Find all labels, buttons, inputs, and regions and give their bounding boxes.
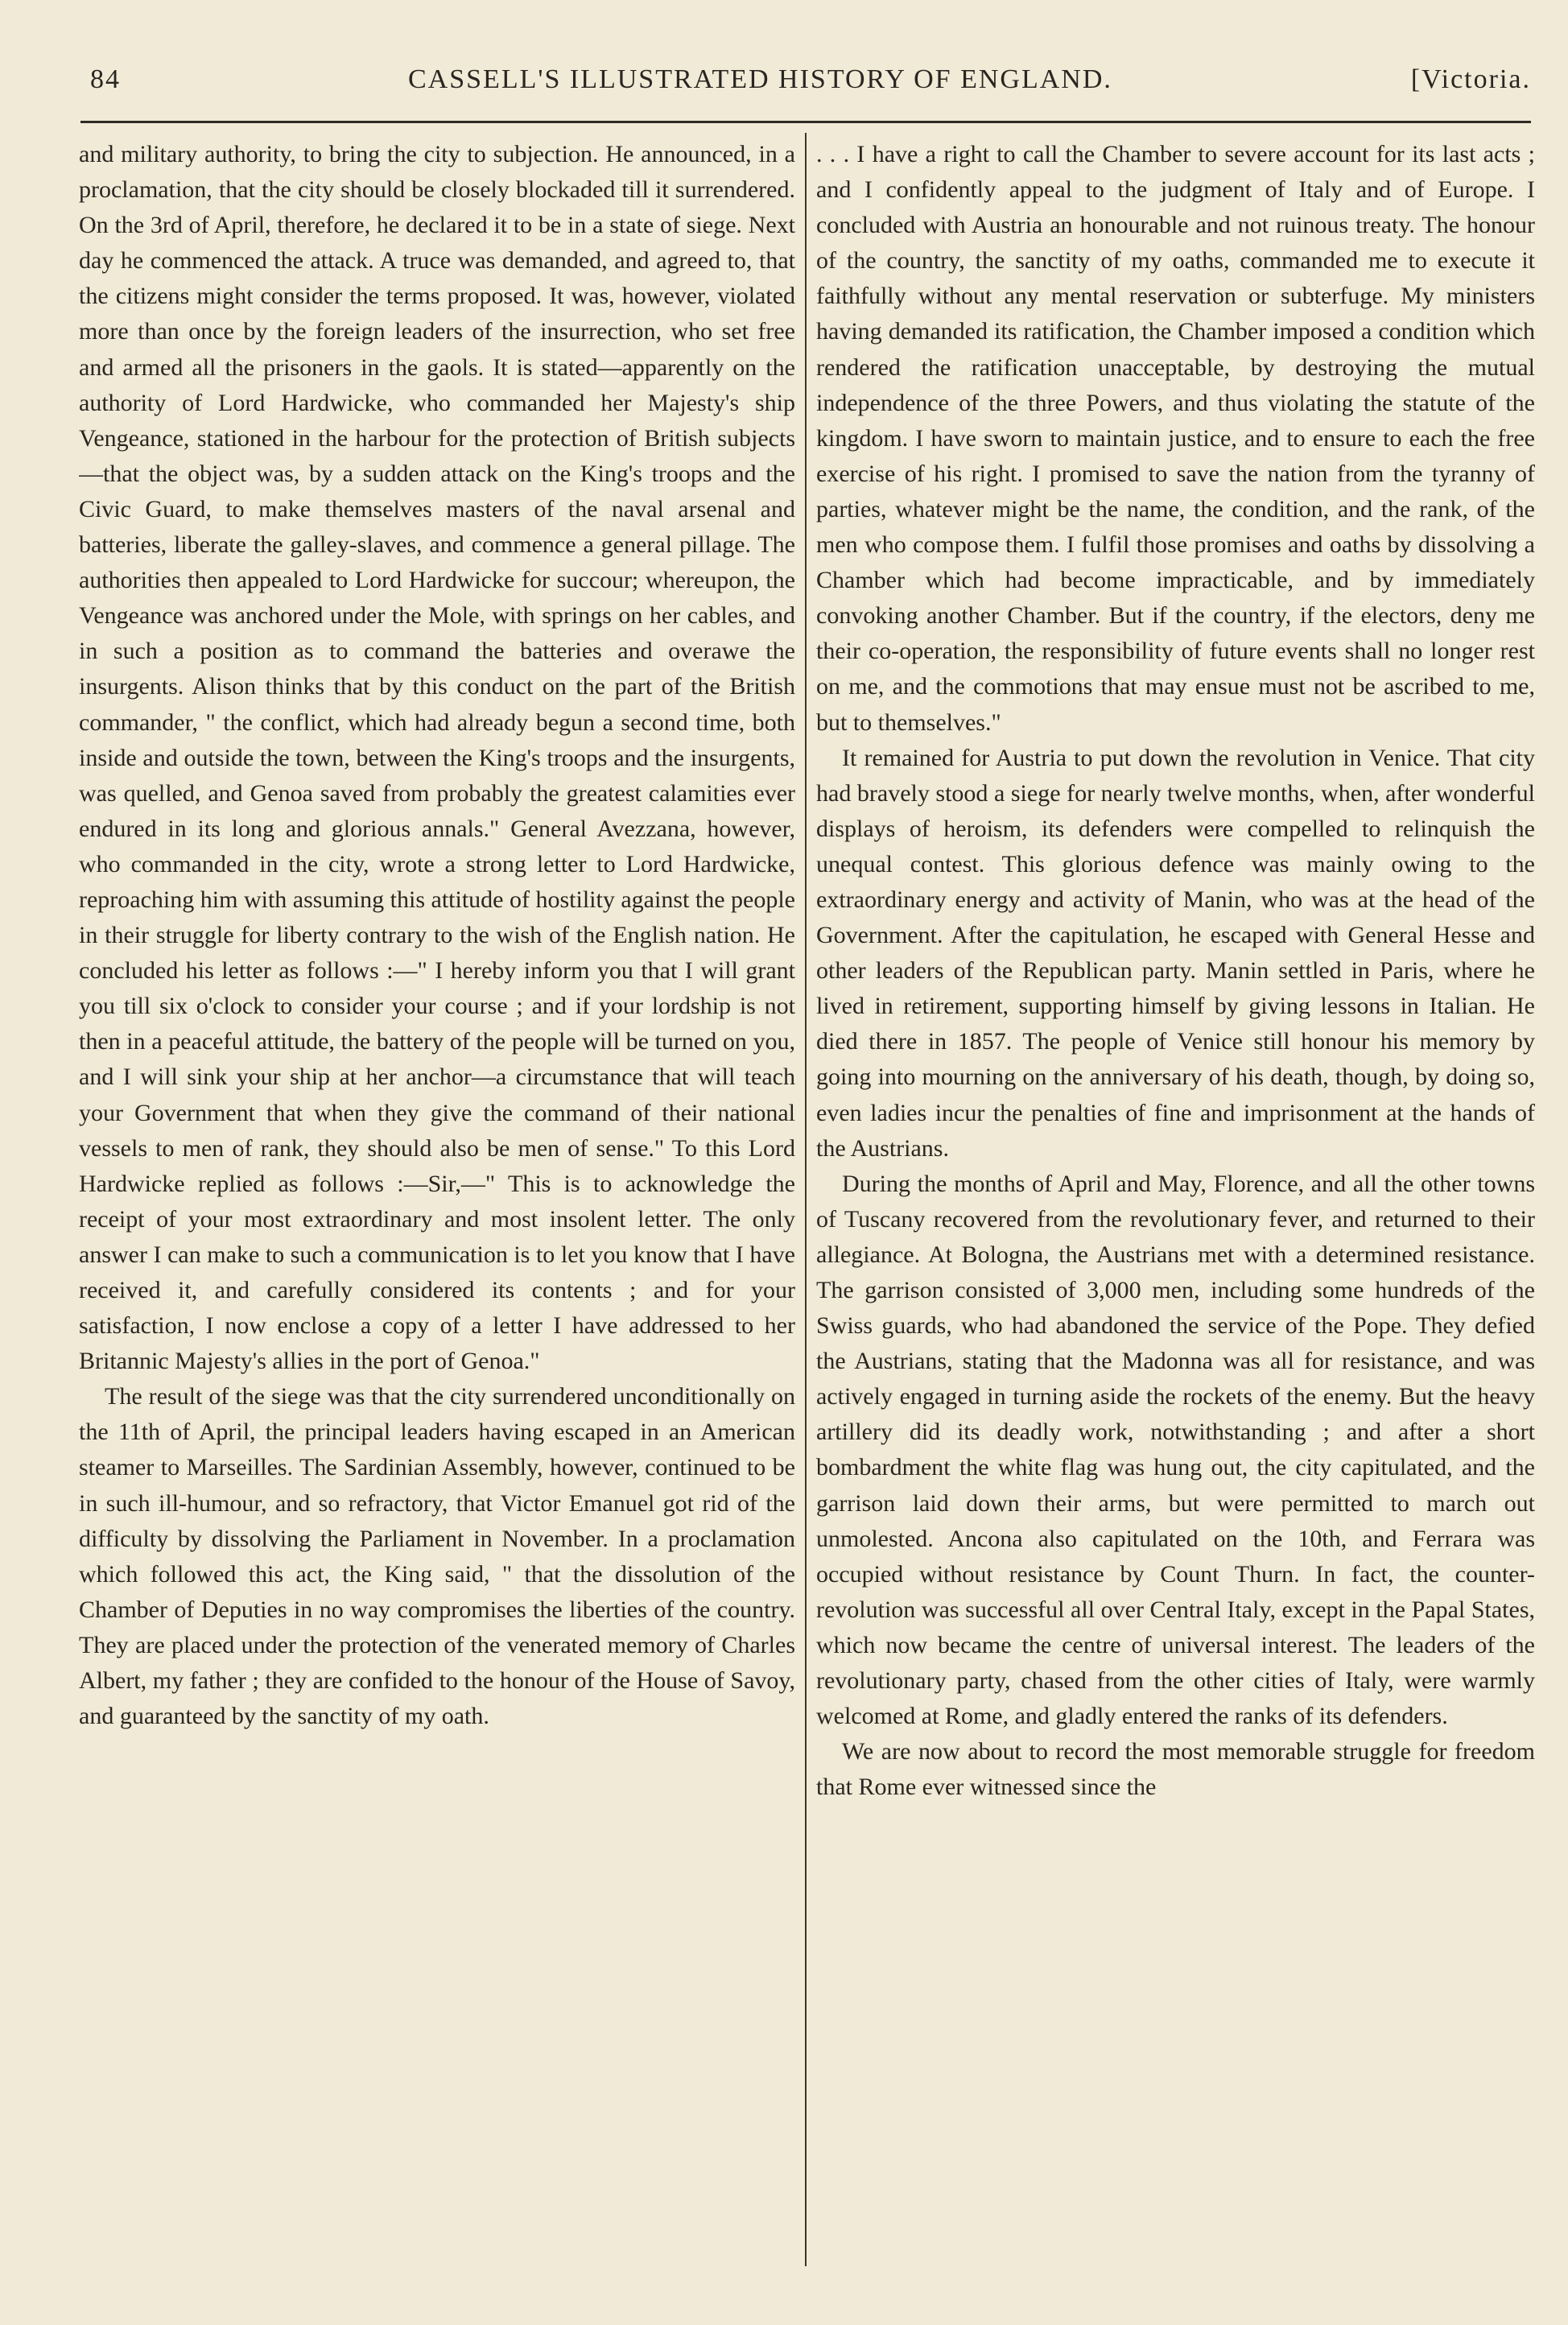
paragraph: . . . I have a right to call the Chamber to severe account for its last acts ; and I confidently appeal to the judgment of Italy and of Europe. I concluded with Austria an honourable and not ruinous treaty. The honour of the country, the sanctity of my oaths, commanded me to execute it faithfully without any mental reservation or subterfuge. My ministers having demanded its ratification, the Chamber imposed a condition which rendered the ratification unacceptable, by destroying the mutual independence of the three Powers, and thus violating the statute of the kingdom. I have sworn to maintain justice, and to ensure to each the free exercise of his right. I promised to save the nation from the tyranny of parties, whatever might be the name, the condition, and the rank, of the men who compose them. I fulfil those promises and oaths by dissolving a Chamber which had become impracticable, and by immediately convoking another Chamber. But if the country, if the electors, deny me their co-operation, the responsibility of future events shall no longer rest on me, and the commotions that may ensue must not be ascribed to me, but to themselves." xyxy=(816,141,1535,736)
paragraph: We are now about to record the most memorable struggle for freedom that Rome ever witnessed since the xyxy=(816,1738,1535,1801)
paragraph: It remained for Austria to put down the revolution in Venice. That city had bravely stood a siege for nearly twelve months, when, after wonderful displays of heroism, its defenders were compelled to relinquish the unequal contest. This glorious defence was mainly owing to the extraordinary energy and activity of Manin, who was at the head of the Government. After the capitulation, he escaped with General Hesse and other leaders of the Republican party. Manin settled in Paris, where he lived in retirement, supporting himself by giving lessons in Italian. He died there in 1857. The people of Venice still honour his memory by going into mourning on the anniversary of his death, though, by doing so, even ladies incur the penalties of fine and imprisonment at the hands of the Austrians. xyxy=(816,744,1535,1162)
running-title: CASSELL'S ILLUSTRATED HISTORY OF ENGLAND. xyxy=(408,64,1112,94)
column-divider xyxy=(805,133,807,2266)
paragraph: and military authority, to bring the city to subjection. He announced, in a proclamation, that the city should be closely blockaded till it surrendered. On the 3rd of April, therefore, he declared it to be in a state of siege. Next day he commenced the attack. A truce was demanded, and agreed to, that the citizens might consider the terms proposed. It was, however, violated more than once by the foreign leaders of the insurrection, who set free and armed all the prisoners in the gaols. It is stated—apparently on the authority of Lord Hardwicke, who commanded her Majesty's ship Vengeance, stationed in the harbour for the protection of British subjects—that the object was, by a sudden attack on the King's troops and the Civic Guard, to make themselves masters of the naval arsenal and batteries, liberate the galley-slaves, and commence a general pillage. The authorities then appealed to Lord Hardwicke for succour; whereupon, the Vengeance was anchored under the Mole, with springs on her cables, and in such a position as to command the batteries and overawe the insurgents. Alison thinks that by this conduct on the part of the British commander, " the conflict, which had already begun a second time, both inside and outside the town, between the King's troops and the insurgents, was quelled, and Genoa saved from probably the greatest calamities ever endured in its long and glorious annals." General Avezzana, however, who commanded in the city, wrote a strong letter to Lord Hardwicke, reproaching him with assuming this attitude of hostility against the people in their struggle for liberty contrary to the wish of the English nation. He concluded his letter as follows :—" I hereby inform you that I will grant you till six o'clock to consider your course ; and if your lordship is not then in a peaceful attitude, the battery of the people will be turned on you, and I will sink your ship at her anchor—a circumstance that will teach your Government that when they give the command of their national vessels to men of rank, they should also be men of sense." To this Lord Hardwicke replied as follows :—Sir,—" This is to acknowledge the receipt of your most extraordinary and most insolent letter. The only answer I can make to such a communication is to let you know that I have received it, and carefully considered its contents ; and for your satisfaction, I now enclose a copy of a letter I have addressed to her Britannic Majesty's allies in the port of Genoa." xyxy=(79,141,795,1375)
left-column xyxy=(79,137,795,2262)
page-header xyxy=(90,64,1531,113)
header-rule xyxy=(80,121,1531,123)
right-column xyxy=(816,137,1535,2262)
section-label: [Victoria. xyxy=(1410,64,1531,94)
paragraph: The result of the siege was that the city surrendered unconditionally on the 11th of April, the principal leaders having escaped in an American steamer to Marseilles. The Sardinian Assembly, however, continued to be in such ill-humour, and so refractory, that Victor Emanuel got rid of the difficulty by dissolving the Parliament in November. In a proclamation which followed this act, the King said, " that the dissolution of the Chamber of Deputies in no way compromises the liberties of the country. They are placed under the protection of the venerated memory of Charles Albert, my father ; they are confided to the honour of the House of Savoy, and guaranteed by the sanctity of my oath. xyxy=(79,1383,795,1730)
paragraph: During the months of April and May, Florence, and all the other towns of Tuscany recovered from the revolutionary fever, and returned to their allegiance. At Bologna, the Austrians met with a determined resistance. The garrison consisted of 3,000 men, including some hundreds of the Swiss guards, who had abandoned the service of the Pope. They defied the Austrians, stating that the Madonna was all for resistance, and was actively engaged in turning aside the rockets of the enemy. But the heavy artillery did its deadly work, notwithstanding ; and after a short bombardment the white flag was hung out, the city capitulated, and the garrison laid down their arms, but were permitted to march out unmolested. Ancona also capitulated on the 10th, and Ferrara was occupied without resistance by Count Thurn. In fact, the counter-revolution was successful all over Central Italy, except in the Papal States, which now became the centre of universal interest. The leaders of the revolutionary party, chased from the other cities of Italy, were warmly welcomed at Rome, and gladly entered the ranks of its defenders. xyxy=(816,1170,1535,1730)
page-number: 84 xyxy=(90,64,121,94)
